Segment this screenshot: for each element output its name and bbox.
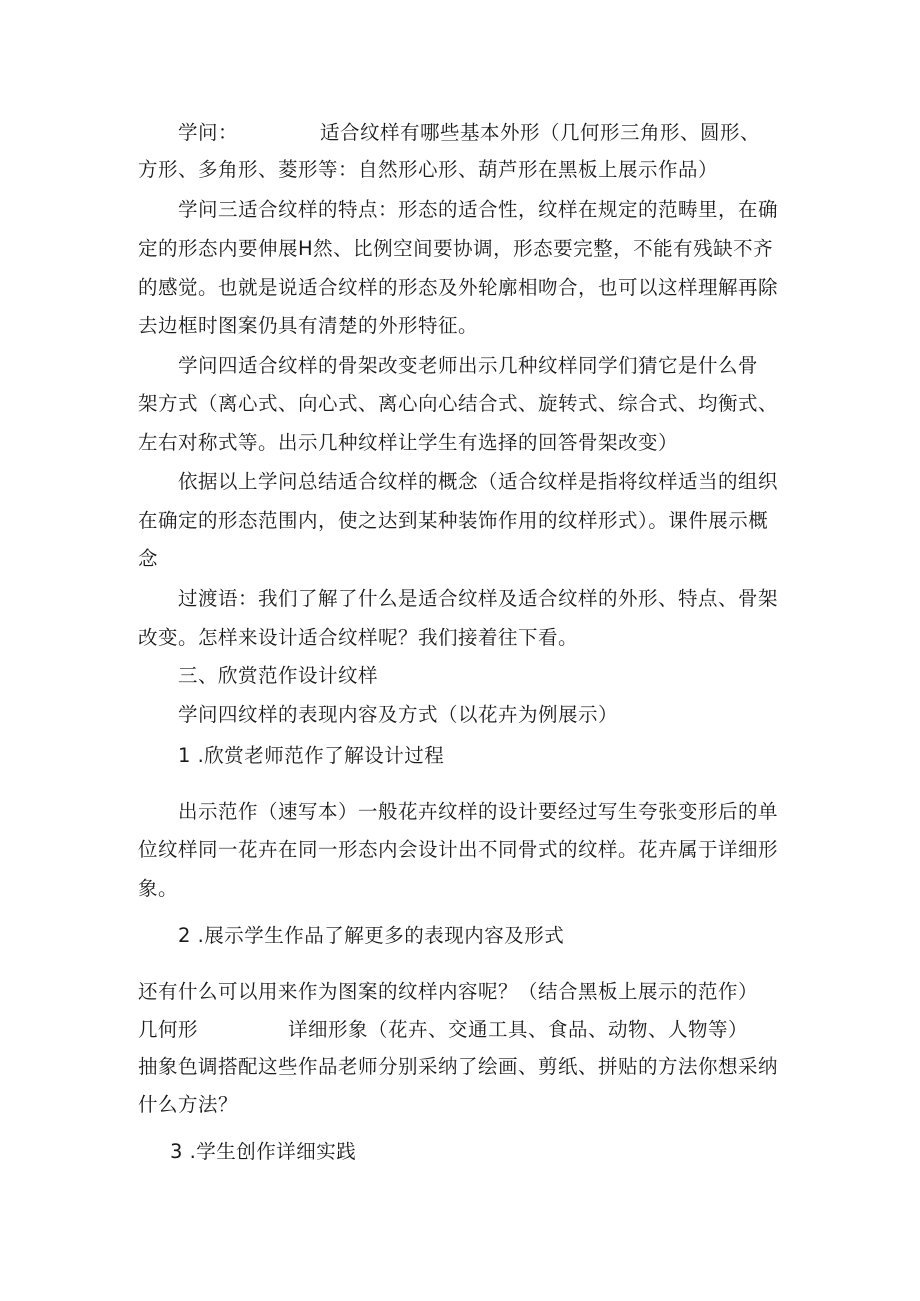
- list-item: 1 .欣赏老师范作了解设计过程: [178, 744, 445, 767]
- text-line: 依据以上学问总结适合纹样的概念（适合纹样是指将纹样适当的组织: [178, 470, 779, 493]
- text-line: 抽象色调搭配这些作品老师分别采纳了绘画、剪纸、拼贴的方法你想采纳: [138, 1055, 779, 1078]
- text-line: 的感觉。也就是说适合纹样的形态及外轮廓相吻合，也可以这样理解再除: [138, 276, 779, 299]
- text-line: 出示范作（速写本）一般花卉纹样的设计要经过写生夸张变形后的单: [178, 800, 779, 823]
- text-line: 去边框时图案仍具有清楚的外形特征。: [138, 314, 479, 337]
- list-item: 2 .展示学生作品了解更多的表现内容及形式: [178, 924, 565, 947]
- text-line: 学问四适合纹样的骨架改变老师出示几种纹样同学们猜它是什么骨: [178, 354, 759, 377]
- text-line: 在确定的形态范围内，使之达到某种装饰作用的纹样形式）。课件展示概: [138, 509, 769, 532]
- text-line: 过渡语：我们了解了什么是适合纹样及适合纹样的外形、特点、骨架: [178, 587, 779, 610]
- line-prefix: 学问：: [178, 121, 239, 144]
- text-line: 左右对称式等。出示几种纹样让学生有选择的回答骨架改变）: [138, 431, 679, 454]
- text-line: 位纹样同一花卉在同一形态内会设计出不同骨式的纹样。花卉属于详细形: [138, 838, 779, 861]
- list-item: 3 .学生创作详细实践: [170, 1140, 357, 1163]
- section-heading: 三、欣赏范作设计纹样: [178, 664, 379, 687]
- text-line: 象。: [138, 877, 179, 900]
- text-line: 定的形态内要伸展H然、比例空间要协调，形态要完整，不能有残缺不齐: [138, 237, 774, 260]
- line-prefix: 几何形: [138, 1018, 199, 1041]
- text-line: 学问三适合纹样的特点：形态的适合性，纹样在规定的范畴里，在确: [178, 198, 779, 221]
- text-line: 学问： 适合纹样有哪些基本外形（几何形三角形、圆形、: [178, 121, 761, 144]
- text-line: 念: [138, 547, 159, 570]
- text-line: 几何形 详细形象（花卉、交通工具、食品、动物、人物等）: [138, 1018, 749, 1041]
- text-line: 学问四纹样的表现内容及方式（以花卉为例展示）: [178, 703, 619, 726]
- text-line: 还有什么可以用来作为图案的纹样内容呢？（结合黑板上展示的范作）: [138, 980, 759, 1003]
- text-line: 什么方法？: [138, 1093, 239, 1116]
- text-line: 改变。怎样来设计适合纹样呢？我们接着往下看。: [138, 626, 579, 649]
- text-line: 架方式（离心式、向心式、离心向心结合式、旋转式、综合式、均衡式、: [138, 392, 779, 415]
- text-line: 方形、多角形、菱形等：自然形心形、葫芦形在黑板上展示作品）: [138, 158, 719, 181]
